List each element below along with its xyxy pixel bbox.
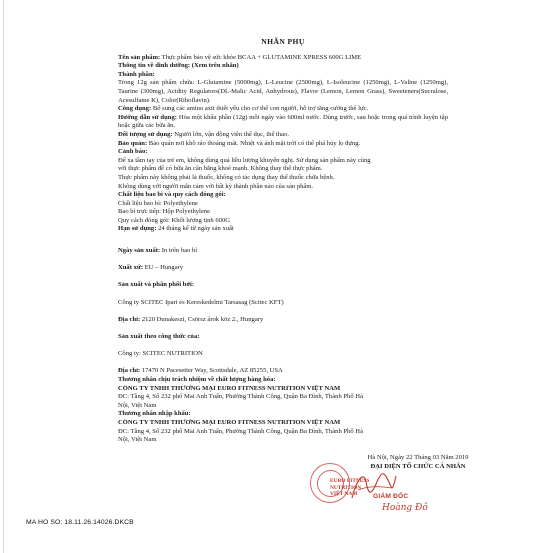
mfg-date-text: In trên bao bì — [161, 247, 198, 255]
product-name: Thực phẩm bảo vệ sức khỏe BCAA + GLUTAMINE XPRESS 600G LIME — [161, 53, 362, 61]
formula-company: Công ty: SCITEC NUTRITION — [118, 350, 203, 358]
warning-line: Thực phẩm này không phải là thuốc, không có tác dụng thay thế thuốc chữa bệnh. — [118, 173, 335, 181]
owner-label: Thương nhân chịu trách nhiệm về chất lượng hàng hóa: — [118, 375, 276, 383]
nutrition-value: (Xem trên nhãn) — [191, 62, 239, 70]
formula-address-line — [118, 367, 448, 376]
warning-line: Không dùng với người mẫn cảm với bất kỳ thành phần nào của sản phẩm. — [118, 182, 314, 190]
uses-label: Công dụng: — [118, 105, 152, 113]
packaging-line: Quy cách đóng gói: Khối lượng tịnh 600G — [118, 216, 231, 224]
nutrition-line — [118, 62, 448, 71]
warning-line: với thực phẩm để có bữa ăn cân bằng khoẻ mạnh. Không thay thế thực phẩm. — [118, 165, 323, 173]
label-content — [118, 38, 448, 445]
importer-company: CÔNG TY TNHH THƯƠNG MẠI EURO FITNESS NUTRITION VIỆT NAM — [118, 418, 341, 426]
dossier-code: MA HO SO: 18.11.26.14026.DKCB — [26, 519, 134, 526]
shelf-life-line — [118, 225, 448, 234]
directions-text: Hòa một khẩu phần (12g) mỗi ngày vào 600ml nước. Dùng trước, sau hoặc trong quá trình luyện tập hoặc giữa các bữa ăn. — [118, 113, 448, 130]
formula-address: 17470 N Pacesetter Way, Scottsdale, AZ 85255, USA — [141, 367, 283, 375]
users-text: Người lớn, vận động viên thể dục, thể thao. — [174, 130, 290, 138]
importer-address-line: ĐC: Tầng 4, Số 232 phố Mai Anh Tuấn, Phường Thành Công, Quận Ba Đình, Thành Phố Hà — [118, 427, 363, 435]
origin-line — [118, 264, 448, 273]
document-title: NHÃN PHỤ — [261, 37, 305, 46]
formula-address-label: Địa chỉ: — [118, 367, 141, 375]
signer-name: Hoàng Đô — [382, 503, 428, 513]
packaging-line: Bao bì trực tiếp: Hộp Polyethylene — [118, 208, 211, 216]
users-label: Đối tượng sử dụng: — [118, 130, 173, 138]
directions-label: Hướng dẫn sử dụng: — [118, 113, 177, 121]
warning-label: Cảnh báo: — [118, 148, 148, 156]
origin-text: EU – Hungary — [144, 264, 184, 272]
representative-line: ĐẠI DIỆN TỔ CHỨC CÁ NHÂN — [370, 462, 466, 470]
scan-edge-line — [3, 0, 4, 553]
warning-line: Để xa tầm tay của trẻ em, không dùng quá liều lượng khuyến nghị. Sử dụng sản phẩm này cùng — [118, 156, 371, 164]
storage-line — [118, 140, 448, 149]
maker-company: Công ty SCITEC Ipari és Kereskedelmi Tarsasag (Scitec KFT) — [118, 298, 284, 306]
signer-role: GIÁM ĐỐC — [373, 493, 409, 500]
maker-label: Sản xuất và phân phối bởi: — [118, 281, 195, 289]
seal-line: EURO FITNESS — [330, 478, 370, 484]
mfg-date-line — [118, 247, 448, 256]
storage-text: Bảo quản nơi khô ráo thoáng mát. Nhiệt và ánh mặt trời có thể phá hủy lọ đựng. — [148, 139, 361, 147]
shelf-life-label: Hạn sử dụng: — [118, 225, 157, 233]
packaging-line: Chất liệu bao bì: Polyethylene — [118, 199, 198, 207]
users-line — [118, 131, 448, 140]
nutrition-label: Thông tin về dinh dưỡng: — [118, 62, 191, 70]
uses-line — [118, 105, 448, 114]
seal-line: VIỆT NAM — [330, 491, 358, 497]
product-name-line — [118, 54, 448, 63]
owner-address-line: ĐC: Tầng 4, Số 232 phố Mai Anh Tuấn, Phường Thành Công, Quận Ba Đình, Thành Phố Hà — [118, 393, 363, 401]
packaging-label: Chất liệu bao bì và quy cách đóng gói: — [118, 191, 226, 199]
directions-line — [118, 114, 448, 131]
seal-line: NUTRITION — [330, 484, 362, 491]
formula-label: Sản xuất theo công thức của: — [118, 333, 200, 340]
ingredients-text: Trong 12g sản phẩm chứa: L-Glutamine (5000mg), L-Leucine (2500mg), L-Isoleucine (1250mg), L-Valine (1250mg), Taurine (300mg), Acidity Regulators(DL-Malic Acid, Anhydrous), Flavor (Lemon, Lemon Grass), Sweeteners(Sucralose, Acesulfame K), Color(Riboflavin). — [118, 79, 448, 104]
product-name-label: Tên sản phẩm: — [118, 53, 161, 61]
origin-label: Xuất xứ: — [118, 264, 144, 272]
maker-address: 2120 Dunakeszi, Csörsz árok köz 2., Hungary — [141, 315, 264, 323]
importer-label: Thương nhân nhập khẩu: — [118, 410, 191, 418]
owner-company: CÔNG TY TNHH THƯƠNG MẠI EURO FITNESS NUTRITION VIỆT NAM — [118, 384, 341, 392]
maker-address-line — [118, 316, 448, 325]
storage-label: Bảo quản: — [118, 139, 148, 147]
mfg-date-label: Ngày sản xuất: — [118, 247, 161, 255]
maker-address-label: Địa chỉ: — [118, 315, 141, 323]
uses-text: Bổ sung các amino axit thiết yếu cho cơ thể con người, hỗ trợ tăng cường thể lực. — [152, 105, 369, 113]
shelf-life-text: 24 tháng kể từ ngày sản xuất — [158, 225, 234, 233]
importer-address-line: Nội, Việt Nam — [118, 436, 157, 444]
date-line: Hà Nội, Ngày 22 Tháng 03 Năm 2019 — [367, 454, 469, 461]
ingredients-label: Thành phần: — [118, 70, 155, 78]
owner-address-line: Nội, Việt Nam — [118, 401, 157, 409]
